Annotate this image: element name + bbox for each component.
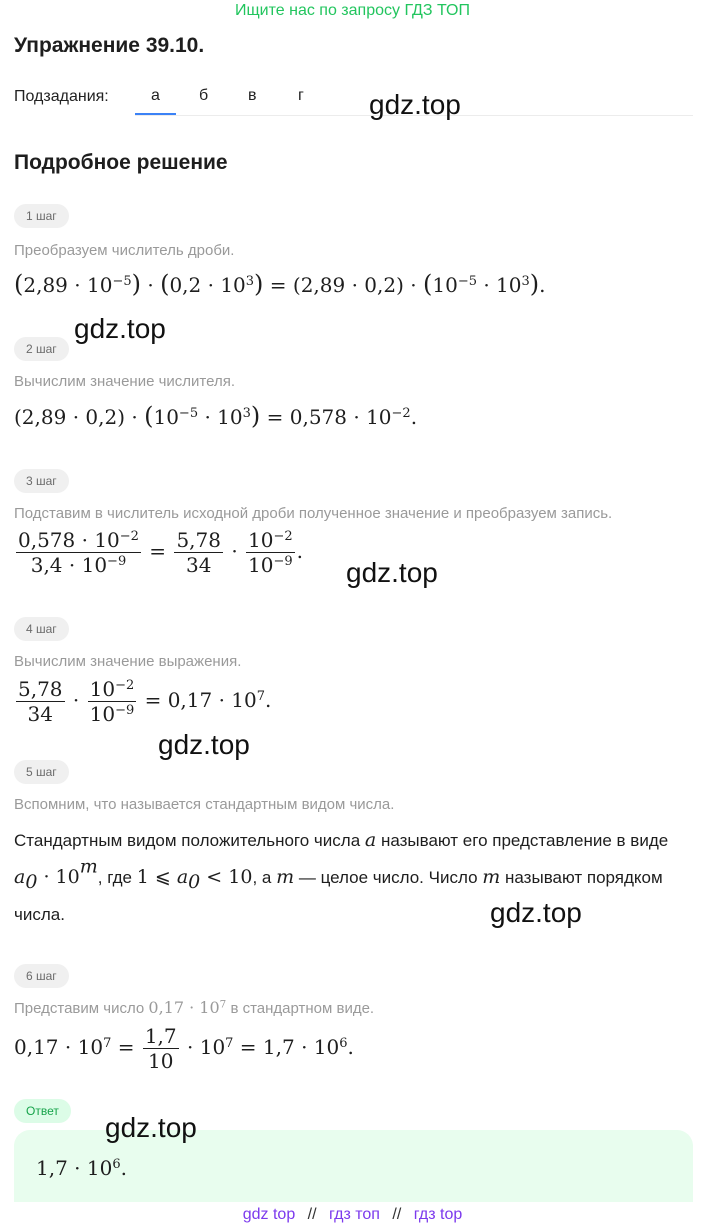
tab-a[interactable]: а [151,87,160,104]
watermark: gdz.top [369,89,461,120]
step-formula: $\frac{0,578 \cdot 10^{-2}}{3,4 \cdot 10^{-9}}$ = $\frac{5,78}{34}$ · $\frac{10^{-2}}{10^{-9}}$ . [18,528,304,577]
footer-separator: // [307,1206,317,1223]
step-formula: $(2,89 \cdot 10^{-5}) \cdot (0,2 \cdot 10^3) = (2,89 \cdot 0,2) \cdot (10^{-5} \cdot 10^3)$. [14,270,546,298]
answer-badge: Ответ [14,1099,71,1123]
step-text: Преобразуем числитель дроби. [14,242,235,259]
step-text: Представим число $0,17 \cdot 10^7$ в стандартном виде. [14,998,375,1017]
tab-b[interactable]: б [199,87,209,104]
standard-form-definition: Стандартным видом положительного числа a называют его представление в виде $a_0 \cdot 10^m$, где 1 ⩽ $a_0 < 10$, а m — целое число. Число m называют порядком числа. [14,829,669,924]
watermark: gdz.top [346,557,438,588]
step-text: Вычислим значение выражения. [14,653,242,670]
tab-g[interactable]: г [298,87,304,104]
watermark: gdz.top [490,897,582,928]
footer-link[interactable]: гдз top [413,1206,463,1223]
active-tab-indicator [135,113,176,115]
footer-links [0,1206,705,1224]
step-badge: 2 шаг [14,337,69,361]
footer-separator: // [392,1206,402,1223]
top-banner[interactable]: Ищите нас по запросу ГДЗ ТОП [235,2,470,19]
footer-link[interactable]: гдз топ [329,1206,380,1223]
step-badge: 5 шаг [14,760,69,784]
section-title: Подробное решение [14,151,228,174]
step-text: Вспомним, что называется стандартным видом числа. [14,796,395,813]
step-text: Вычислим значение числителя. [14,373,236,390]
step-formula: $\frac{5,78}{34}$ · $\frac{10^{-2}}{10^{-9}}$ = $0,17 \cdot 10^7$. [18,677,272,726]
step-badge: 3 шаг [14,469,69,493]
footer-link[interactable]: gdz top [242,1206,296,1223]
step-badge: 4 шаг [14,617,69,641]
tab-v[interactable]: в [248,87,257,104]
subtasks-label: Подзадания: [14,88,109,105]
step-badge: 1 шаг [14,204,69,228]
step-text: Подставим в числитель исходной дроби полученное значение и преобразуем запись. [14,505,613,522]
watermark: gdz.top [158,729,250,760]
answer-value: $1,7 \cdot 10^6$. [36,1156,127,1180]
watermark: gdz.top [74,313,166,344]
watermark: gdz.top [105,1112,197,1143]
step-formula: $0,17 \cdot 10^7$ = $\frac{1,7}{10}$ · $10^7 = 1,7 \cdot 10^6$. [14,1024,354,1073]
exercise-title: Упражнение 39.10. [14,34,205,57]
step-formula: $(2,89 \cdot 0,2) \cdot (10^{-5} \cdot 10^3) = 0,578 \cdot 10^{-2}$. [14,402,418,430]
step-badge: 6 шаг [14,964,69,988]
